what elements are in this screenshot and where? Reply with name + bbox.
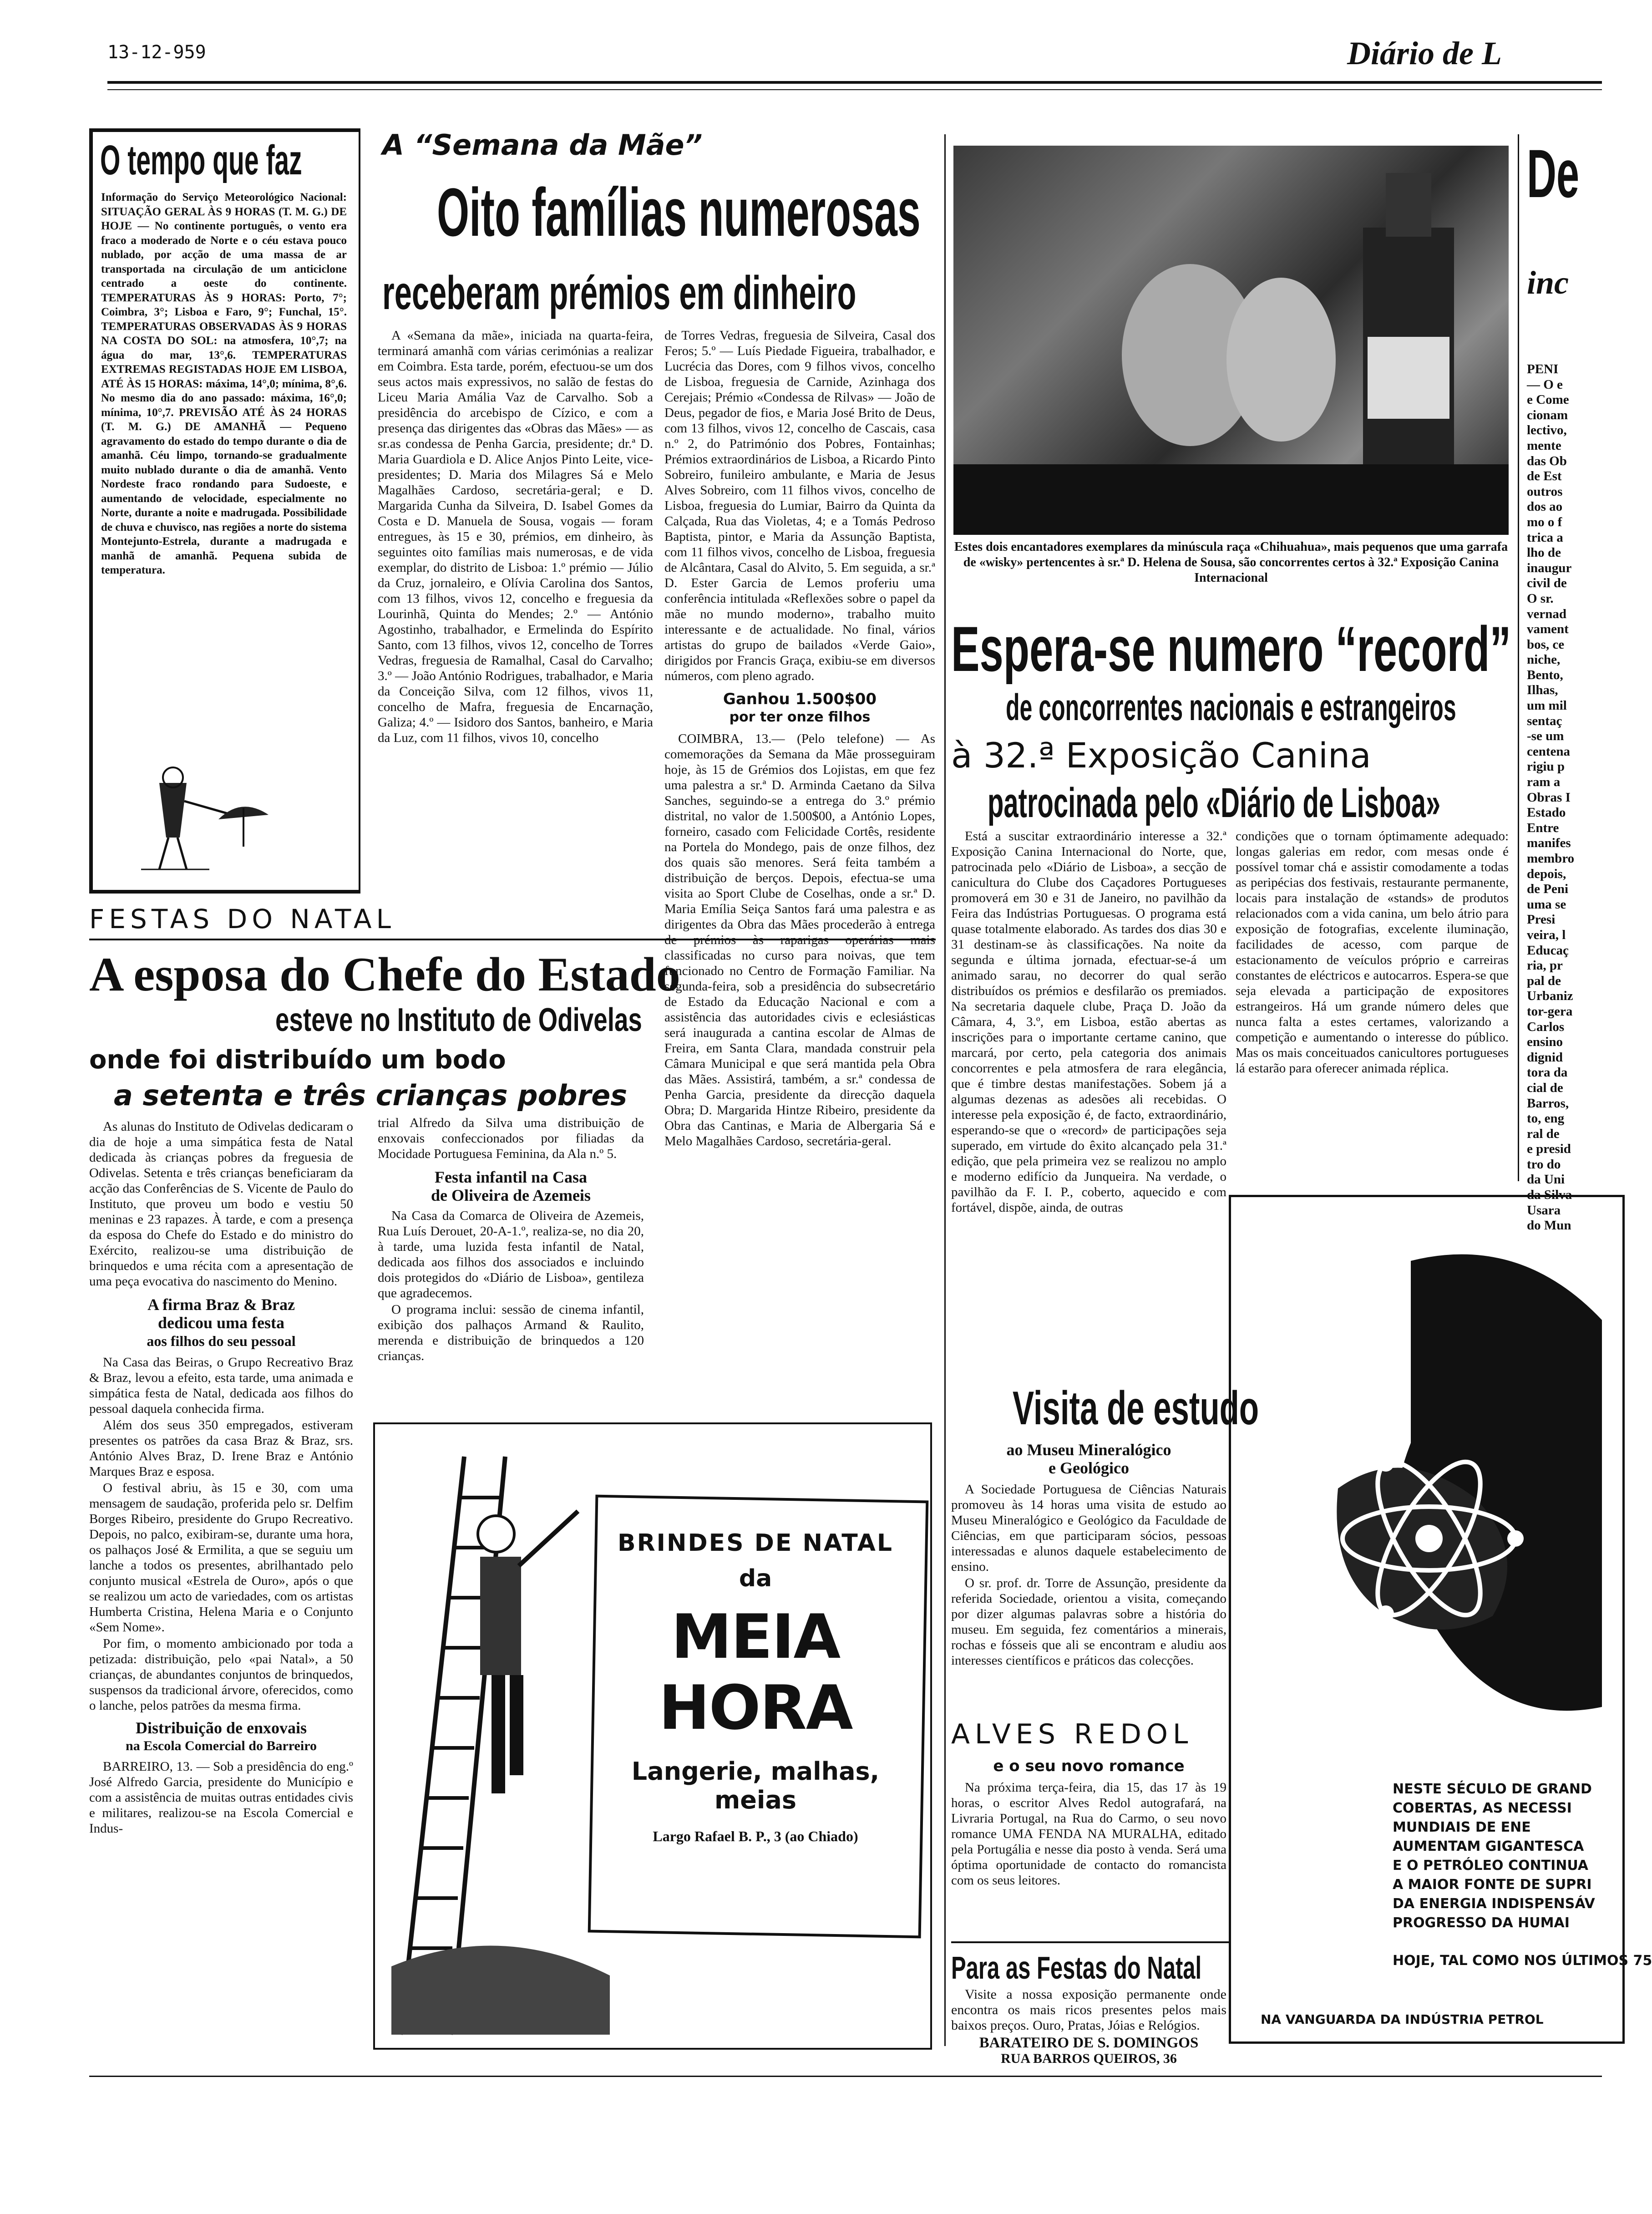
paragraph: BARREIRO, 13. — Sob a presidência do eng.º José Alfredo Garcia, presidente do Município e com a assistência de muitas outras entidades civis e militares, realizou-se na Escola Comercial e Indus- (89, 1759, 353, 1836)
festas-ad-headline: Para as Festas do Natal (951, 1950, 1202, 1985)
petrol-ad-line: MUNDIAIS DE ENE (1393, 1819, 1531, 1835)
weather-title: O tempo que faz (100, 137, 302, 183)
chihuahua-photo (953, 146, 1509, 535)
barreiro-title (89, 1719, 353, 1755)
semana-col2 (664, 328, 935, 1150)
ganhou-title-line: por ter onze filhos (729, 709, 871, 725)
visita-headline: Visita de estudo (1013, 1382, 1259, 1435)
semana-subheadline: receberam prémios em dinheiro (382, 267, 856, 320)
paragraph: Por fim, o momento ambicionado por toda a petizada: distribuição, pelo «pai Natal», a 50 crianças, de abundantes conjuntos de brinquedos, suspensos da tradicional árvore, oferecidos, como o lanche, pelos patrões da mesma firma. (89, 1636, 353, 1713)
festas-deck-2: a setenta e três crianças pobres (114, 1079, 628, 1112)
right-column-line: e presid (1527, 1142, 1571, 1157)
right-column-line: das Ob (1527, 453, 1567, 468)
visita-body (951, 1482, 1226, 1669)
right-column-line: outros (1527, 484, 1563, 499)
oliveira-title-line: Festa infantil na Casa (434, 1168, 588, 1186)
right-column-line: trica a (1527, 530, 1563, 545)
right-column-line: tor-gera (1527, 1004, 1573, 1019)
visita-deck-line: e Geológico (1049, 1459, 1129, 1477)
right-column-line: PENI (1527, 362, 1559, 376)
column-rule (1518, 134, 1519, 1181)
right-column-line: mo o f (1527, 514, 1562, 529)
braz-title (89, 1295, 353, 1350)
ad-line: Largo Rafael B. P., 3 (ao Chiado) (653, 1828, 858, 1844)
right-column-line: Presi (1527, 912, 1556, 927)
barreiro-title-line: Distribuição de enxovais (135, 1719, 307, 1737)
right-column-line: bos, ce (1527, 637, 1565, 652)
canina-headline: Espera-se numero “record” (951, 613, 1511, 685)
ganhou-title (664, 690, 935, 726)
right-column-line: veira, l (1527, 927, 1566, 942)
umbrella-figure-illustration (132, 765, 287, 878)
right-column-line: cionam (1527, 407, 1568, 422)
canina-subheadline: de concorrentes nacionais e estrangeiros (1006, 687, 1456, 728)
right-subheadline: inc (1527, 264, 1569, 301)
petrol-ad-line: DA ENERGIA INDISPENSÁV (1393, 1896, 1595, 1912)
right-column-line: to, eng (1527, 1111, 1565, 1126)
page-bottom-rule (89, 2076, 1602, 2077)
oliveira-title-line: de Oliveira de Azemeis (431, 1186, 591, 1204)
right-column-line: membro (1527, 851, 1575, 866)
right-column-line: lectivo, (1527, 423, 1567, 438)
redol-body: Na próxima terça-feira, dia 15, das 17 às 19 horas, o escritor Alves Redol autografará, na Livraria Portugal, na Rua do Carmo, o seu novo romance UMA FENDA NA MURALHA, editado pela Portugália e nesse dia posto à venda. Será uma óptima oportunidade de contacto do romancista com os seus leitores. (951, 1780, 1226, 1888)
petrol-ad-line: NESTE SÉCULO DE GRAND (1393, 1781, 1592, 1797)
canina-col2: condições que o tornam óptimamente adequado: longas galerias em redor, com mesas onde é possível tomar chá e assistir comodamente a todas as peripécias dos festivais, restaurante permanente, locais para instalação de «stands» de produtos relacionados com a vida canina, um belo átrio para exposição de fotografias, excelente iluminação, facilidades de acesso, com parque de estacionamento de veículos próprio e carreiras constantes de eléctricos e autocarros. Espera-se que seja elevada a participação de expositores estrangeiros. Há um grande número deles que nunca falta a estes certames, valorizando a competição e aumentando o interesse do público. Mas os mais conceituados canicultores portugueses lá estarão para oferecer animada réplica. (1236, 829, 1509, 1076)
paragraph: As alunas do Instituto de Odivelas dedicaram o dia de hoje a uma simpática festa de Natal dedicada às crianças pobres da freguesia de Odivelas. Setenta e três crianças beneficiaram da acção das Conferências de S. Vicente de Paulo do Instituto, que proveu um bodo e vestiu 50 meninas e 23 rapazes. À tarde, e com a presença da esposa do Chefe do Estado e do ministro do Exército, realizou-se uma distribuição de brinquedos e uma récita com a apresentação de uma peça evocativa do nascimento do Menino. (89, 1119, 353, 1289)
right-column-line: Usara (1527, 1203, 1561, 1218)
petrol-ad-line: PROGRESSO DA HUMAI (1393, 1915, 1570, 1931)
ganhou-title-line: Ganhou 1.500$00 (723, 690, 877, 708)
paragraph: Além dos seus 350 empregados, estiveram presentes os patrões da casa Braz & Braz, srs. António Alves Braz, D. Irene Braz e António Marques Braz e esposa. (89, 1418, 353, 1479)
ladder-illustration (382, 1429, 619, 2039)
paragraph: Na Casa das Beiras, o Grupo Recreativo Braz & Braz, levou a efeito, esta tarde, uma animada e simpática festa de Natal, dedicada aos filhos do pessoal daquela conhecida firma. (89, 1355, 353, 1416)
paragraph: O sr. prof. dr. Torre de Assunção, presidente da referida Sociedade, orientou a visita, começando por dizer algumas palavras sobre a história do museu. Em seguida, fez comentários a minerais, rochas e fósseis que ali se encontram e aludiu aos interesses científicos e práticos das colecções. (951, 1576, 1226, 1668)
paragraph: A Sociedade Portuguesa de Ciências Naturais promoveu às 14 horas uma visita de estudo ao Museu Mineralógico e Geológico da Faculdade de Ciências, em que participaram sócios, pessoas interessadas e alunos daquele estabelecimento de ensino. (951, 1482, 1226, 1574)
festas-subheadline: esteve no Instituto de Odivelas (275, 1002, 642, 1038)
column-rule (944, 134, 946, 2046)
right-column-line: de Peni (1527, 882, 1569, 897)
petrol-ad-line: AUMENTAM GIGANTESCA (1393, 1838, 1584, 1854)
right-column-line: lho de (1527, 545, 1561, 560)
right-column-line: niche, (1527, 652, 1561, 667)
right-column-line: dignid (1527, 1050, 1563, 1065)
petrol-ad-line: COBERTAS, AS NECESSI (1393, 1800, 1572, 1816)
festas-ad-address: RUA BARROS QUEIROS, 36 (1001, 2051, 1177, 2066)
right-column-line: O sr. (1527, 591, 1554, 606)
right-column-line: manifes (1527, 836, 1571, 851)
right-column-line: e Come (1527, 392, 1569, 407)
right-column-line: Obras I (1527, 790, 1571, 805)
right-column-line: depois, (1527, 866, 1566, 881)
masthead-title: Diário de L (1347, 35, 1502, 71)
right-column-line: tro do (1527, 1157, 1561, 1172)
masthead-rule-thin (107, 89, 1602, 90)
right-column-line: Urbaniz (1527, 989, 1573, 1004)
right-headline: De (1527, 135, 1580, 212)
right-column-line: ral de (1527, 1126, 1560, 1141)
festas-body-col2 (378, 1115, 644, 1365)
ad-line: meias (715, 1786, 796, 1814)
braz-title-line: aos filhos do seu pessoal (147, 1333, 296, 1349)
festas-body (89, 1119, 353, 1837)
canina-deck-2: patrocinada pelo «Diário de Lisboa» (988, 780, 1441, 826)
right-column-line: vament (1527, 622, 1569, 637)
oliveira-title (378, 1168, 644, 1204)
petrol-ad-footer: NA VANGUARDA DA INDÚSTRIA PETROL (1261, 2012, 1544, 2027)
right-column-line: Ilhas, (1527, 683, 1558, 698)
petrol-ad-line: A MAIOR FONTE DE SUPRI (1393, 1877, 1592, 1893)
festas-deck: onde foi distribuído um bodo (89, 1045, 506, 1075)
festas-kicker: FESTAS DO NATAL (89, 904, 395, 934)
festas-ad-body: Visite a nossa exposição permanente onde encontra os mais ricos presentes pelos mais baixos preços. Ouro, Pratas, Jóias e Relógios. (951, 1987, 1226, 2033)
right-column-line: mente (1527, 438, 1561, 453)
semana-col1: A «Semana da mãe», iniciada na quarta-feira, terminará amanhã com várias cerimónias a realizar em Coimbra. Esta tarde, porém, efectuou-se um dos seus actos mais expressivos, no salão de festas do Liceu Maria Amália Vaz de Carvalho. Sob a presidência do arcebispo de Cízico, e com a presença das dirigentes das «Obras das Mães» — as sr.as condessa de Penha Garcia, presidente; dr.ª D. Maria Guardiola e D. Alice Anjos Pinto Leite, vice-presidentes; D. Maria dos Milagres Sá e Melo Magalhães Cardoso, secretária-geral; e D. Margarida Cunha da Silveira, D. Isabel Gomes da Costa e D. Manuela de Sousa, vogais — foram entregues, às 15 e 30, prémios, em dinheiro, às seguintes oito famílias mais numerosas, e de vida exemplar, do distrito de Lisboa: 1.º prémio — Júlio da Cruz, jornaleiro, e Olívia Carolina dos Santos, com 13 filhos, vivos 12, concelho e freguesia da Lourinhã, Quinta do Mendes; 2.º — António Agostinho, trabalhador, e Ermelinda do Espírito Santo, com 13 filhos, vivos 12, concelho de Torres Vedras, freguesia de Ramalhal, Casal do Carvalho; 3.º — João António Rodrigues, trabalhador, e Maria da Conceição Silva, com 12 filhos, vivos 11, concelho de Mafra, freguesia de Encarnação, Galiza; 4.º — Isidoro dos Santos, banheiro, e Maria da Luz, com 11 filhos, vivos 10, concelho (378, 328, 653, 745)
paragraph: de Torres Vedras, freguesia de Silveira, Casal dos Feros; 5.º — Luís Piedade Figueira, trabalhador, e Lucrécia das Dores, com 9 filhos vivos, concelho de Lisboa, freguesia de Carnide, Azinhaga dos Cerejais; Prémio «Condessa de Rilvas» — João de Deus, pegador de fios, e Maria José Brito de Deus, com 13 filhos, vivos 12, concelho de Cascais, casa n.º 2, do Património dos Pobres, Fontainhas; Prémios extraordinários de Lisboa, a Ricardo Pinto Sobreiro, funileiro ambulante, e Maria de Jesus Alves Sobreiro, com 11 filhos vivos, concelho de Lisboa, freguesia do Lumiar, Bairro da Quinta da Calçada, Rua das Violetas, 4; e a Tomás Pedroso Baptista, pintor, e Maria da Assunção Baptista, com 11 filhos vivos, concelho de Lisboa, freguesia de Alcântara, Casal do Alvito, 5. Em seguida, a sr.ª D. Ester Garcia de Lemos proferiu uma conferência intitulada «Reflexões sobre o papel da mãe no mundo moderno», trabalho muito interessante e de actualidade. No final, vários artistas do grupo de bailados «Verde Gaio», dirigidos por Francis Graça, exibiu-se em diversos números, com pleno agrado. (664, 328, 935, 683)
right-column-line: — O e (1527, 377, 1563, 392)
paragraph: O programa inclui: sessão de cinema infantil, exibição dos palhaços Armand & Raulito, merenda e distribuição de brinquedos a 120 crianças. (378, 1302, 644, 1363)
right-column-line: de Est (1527, 469, 1562, 484)
petrol-ad-text (1393, 1780, 1602, 1933)
redol-deck: e o seu novo romance (993, 1757, 1185, 1775)
ad-line: BRINDES DE NATAL (617, 1529, 894, 1557)
right-column-line: Entre (1527, 820, 1559, 835)
visita-deck (951, 1441, 1226, 1477)
petrol-ad-line: E O PETRÓLEO CONTINUA (1393, 1858, 1589, 1874)
right-column-line: tora da (1527, 1065, 1568, 1080)
right-column-line: inaugur (1527, 560, 1572, 575)
right-column-line: uma se (1527, 897, 1566, 912)
ad-line: MEIA HORA (659, 1601, 852, 1743)
right-column-line: ensino (1527, 1035, 1563, 1050)
weather-text: Informação do Serviço Meteorológico Nacional: SITUAÇÃO GERAL ÀS 9 HORAS (T. M. G.) DE HOJE — No continente português, o vento era fraco a moderado de Norte e o céu estava pouco nublado, por acção de uma massa de ar transportada na circulação de um anticiclone centrado a oeste do continente. TEMPERATURAS ÀS 9 HORAS: Porto, 7°; Coimbra, 3°; Lisboa e Faro, 9°; Funchal, 15°. TEMPERATURAS OBSERVADAS ÀS 9 HORAS NA COSTA DO SOL: na atmosfera, 10°,7; na água do mar, 13°,6. TEMPERATURAS EXTREMAS REGISTADAS HOJE EM LISBOA, ATÉ ÀS 15 HORAS: máxima, 14°,0; mínima, 8°,6. No mesmo dia do ano passado: máxima, 16°,0; mínima, 10°,7. PREVISÃO ATÉ ÀS 24 HORAS (T. M. G.) DE AMANHÃ — Pequeno agravamento do estado do tempo durante o dia de amanhã. Céu limpo, tornando-se gradualmente muito nublado durante o dia de amanhã. Vento Nordeste fraco rondando para Sudoeste, e aumentando de velocidade, especialmente no Norte, durante a noite e madrugada. Possibilidade de chuva e chuvisco, nas regiões a norte do sistema Montejunto-Estrela, durante a madrugada e manhã de amanhã. Pequena subida de temperatura. (101, 191, 347, 576)
semana-kicker: A “Semana da Mãe” (382, 128, 703, 162)
masthead-rule (107, 81, 1602, 84)
paragraph: COIMBRA, 13.— (Pelo telefone) — As comemorações da Semana da Mãe prosseguiram hoje, às 15 de Grémios dos Lojistas, em que fez uma palestra a sr.ª D. Arminda Caetano da Silva Sanches, seguindo-se a entrega do 3.º prémio distrital, no valor de 1.500$00, a António Lopes, forneiro, casado com Felicidade Cortês, residente na Portela do Mondego, pais de onze filhos, dez dos quais são menores. Será feita também a distribuição de berços. Depois, efectua-se uma visita ao Sport Clube de Coselhas, onde a sr.ª D. Maria Emília Seiça Santos fará uma palestra e as dirigentes da Obra das Mães procederão à entrega de prémios às raparigas operárias mais classificadas no curso para noivas, que tem funcionado no Centro de Formação Familiar. Na segunda-feira, sob a presidência do subsecretário de Estado da Educação Nacional e com a assistência das autoridades civis e eclesiásticas será inaugurada a cantina escolar de Almas de Freira, em Santa Clara, mandada construir pela Câmara Municipal e que será mantida pela Obra das Mães. Assistirá, também, a sr.ª condessa de Penha Garcia, presidente da direcção daquela Obra; D. Margarida Hintze Ribeiro, presidente da Obra das Cantinas, e Maria de Albergaria Sá e Melo Magalhães Cardoso, secretária-geral. (664, 731, 935, 1148)
issue-date: 13-12-959 (107, 42, 206, 63)
right-column-line: um mil (1527, 698, 1567, 713)
right-column-line: sentaç (1527, 713, 1562, 728)
right-column-line: vernad (1527, 606, 1566, 621)
petrol-ad-slogan: HOJE, TAL COMO NOS ÚLTIMOS 75 (1393, 1953, 1652, 1969)
right-column-line: dos ao (1527, 499, 1563, 514)
photo-illustration (953, 146, 1509, 535)
right-column-line: -se um (1527, 729, 1564, 744)
ad-line: Langerie, malhas, (631, 1757, 880, 1786)
paragraph: Na Casa da Comarca de Oliveira de Azemeis, Rua Luís Derouet, 20-A-1.º, realiza-se, no dia 20, à tarde, uma luzida festa infantil de Natal, dedicada aos filhos dos associados e incluindo dois protegidos do «Diário de Lisboa», gentileza que agradecemos. (378, 1209, 644, 1300)
barreiro-title-line: na Escola Comercial do Barreiro (126, 1738, 317, 1753)
festas-ad-shop: BARATEIRO DE S. DOMINGOS (979, 2035, 1199, 2051)
right-column-line: pal de (1527, 973, 1561, 988)
canina-col1: Está a suscitar extraordinário interesse a 32.ª Exposição Canina Internacional do Norte, que, patrocinada pelo «Diário de Lisboa», a secção de canicultura do Clube dos Caçadores Portugueses promoverá em 30 e 31 de Janeiro, no pavilhão da Feira das Indústrias Portuguesas. O programa está quase totalmente elaborado. As tardes dos dias 30 e 31 destinam-se às classificações. Na noite da segunda e última jornada, efectuar-se-á um animado sarau, no decorrer do qual serão distribuídos os prémios e desfilarão os premiados. Na secretaria daquele clube, Praça D. João da Câmara, 4, 3.º, em Lisboa, estão abertas as inscrições para o importante certame canino, que marcará, por certo, pela categoria dos animais concorrentes e pela atmosfera de rara elegância, que é timbre destas manifestações. Sobem já a algumas dezenas as adesões ali recebidas. O interesse pela exposição é, de facto, extraordinário, esperando-se que o «record» de participações seja superado, em virtude do êxito alcançado pela 31.ª edição, que pela primeira vez se realizou no amplo e moderno edifício da Junqueira. Na verdade, o pavilhão da F. I. P., coberto, aquecido e com fortável, dispõe, ainda, de outras (951, 829, 1226, 1215)
ad-sign-text (592, 1529, 919, 1845)
right-column-line: Bento, (1527, 667, 1563, 682)
right-column-line: da Uni (1527, 1172, 1565, 1187)
braz-title-line: dedicou uma festa (158, 1314, 284, 1332)
right-column-line: ram a (1527, 775, 1561, 790)
right-column-line: Carlos (1527, 1019, 1565, 1034)
right-column-line: Estado (1527, 805, 1566, 820)
right-column-text (1527, 362, 1602, 1234)
right-column-line: Barros, (1527, 1096, 1569, 1111)
right-column-line: do Mun (1527, 1218, 1571, 1233)
canina-deck: à 32.ª Exposição Canina (951, 735, 1371, 776)
right-column-line: da Silva (1527, 1188, 1572, 1203)
semana-headline: Oito famílias numerosas (437, 174, 921, 250)
ad-line: da (739, 1565, 772, 1592)
right-column-line: cial de (1527, 1080, 1563, 1095)
braz-title-line: A firma Braz & Braz (147, 1295, 295, 1314)
photo-caption: Estes dois encantadores exemplares da minúscula raça «Chihuahua», mais pequenos que uma garrafa de «wisky» pertencentes à sr.ª D. Helena de Sousa, são concorrentes certos à 32.ª Exposição Canina Internacional (954, 540, 1508, 585)
right-column-line: centena (1527, 744, 1571, 759)
festas-headline: A esposa do Chefe do Estado (89, 948, 680, 1001)
section-rule (951, 1941, 1229, 1943)
right-column-line: civil de (1527, 576, 1567, 591)
right-column-line: Educaç (1527, 943, 1569, 958)
paragraph: O festival abriu, às 15 e 30, com uma mensagem de saudação, proferida pelo sr. Delfim Borges Ribeiro, presidente do Grupo Recreativo. Depois, no palco, exibiram-se, durante uma hora, os palhaços José & Ermilita, a que se seguiu um lanche a todos os presentes, abrilhantado pelo conjunto musical «Estrela de Ouro», após o que se realizou um acto de variedades, com os artistas Humberta Cristina, Helena Maria e o Conjunto «Sem Nome». (89, 1481, 353, 1635)
atom-hand-illustration (1238, 1206, 1602, 1730)
paragraph: trial Alfredo da Silva uma distribuição de enxovais confeccionados por filiadas da Mocidade Portuguesa Feminina, da Ala n.º 5. (378, 1116, 644, 1161)
visita-deck-line: ao Museu Mineralógico (1006, 1441, 1171, 1459)
right-column-line: ria, pr (1527, 958, 1563, 973)
redol-headline: ALVES REDOL (951, 1718, 1193, 1750)
right-column-line: rigiu p (1527, 759, 1565, 774)
